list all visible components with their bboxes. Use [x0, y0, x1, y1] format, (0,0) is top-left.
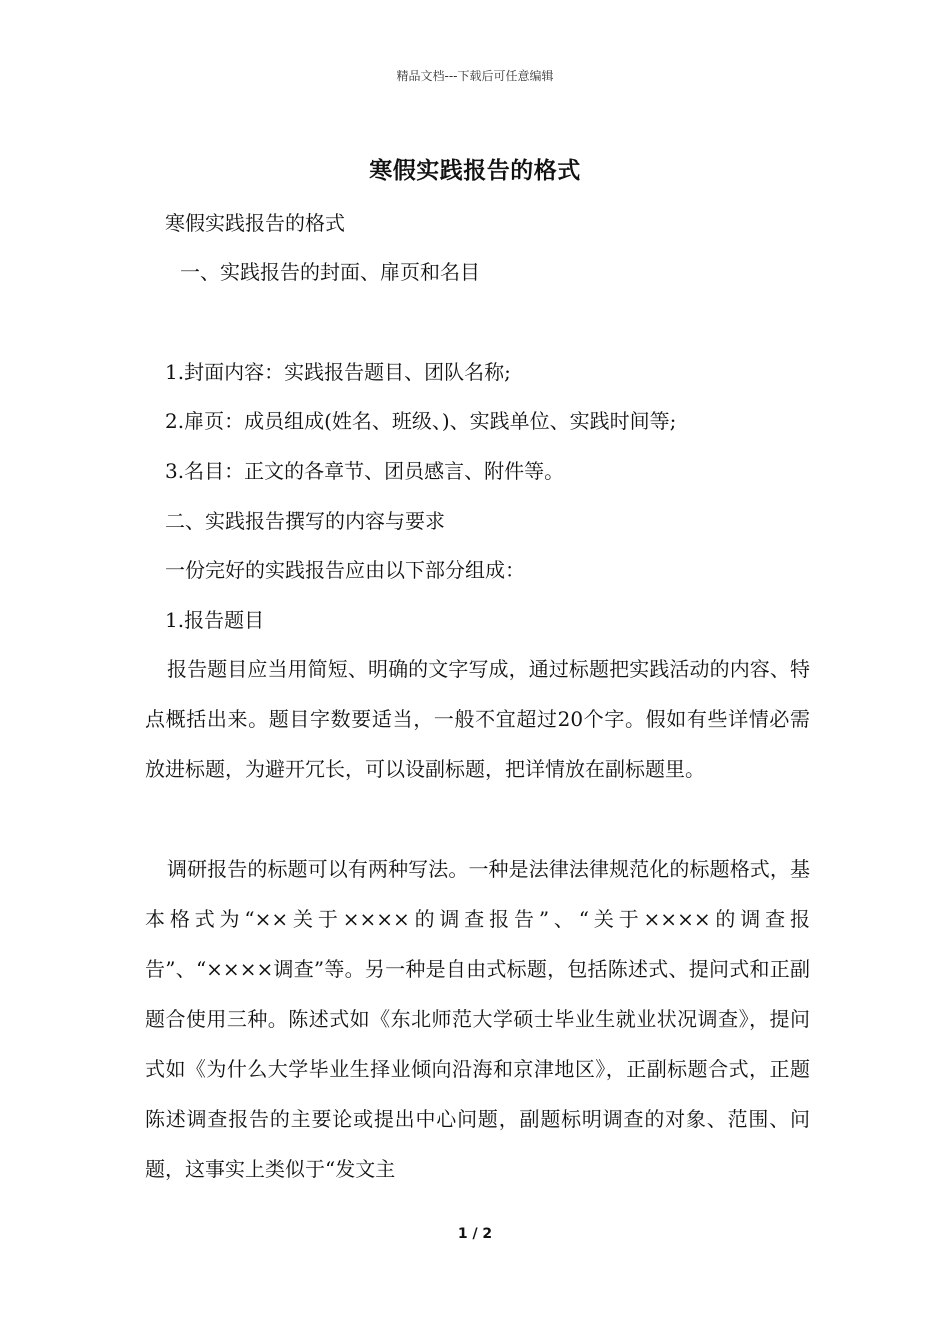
document-title: 寒假实践报告的格式	[369, 157, 581, 184]
section-heading-1: 一、实践报告的封面、扉页和名目	[180, 260, 480, 284]
document-subtitle: 寒假实践报告的格式	[165, 211, 345, 235]
item-report-title: 1.报告题目	[165, 608, 265, 632]
section-heading-2: 二、实践报告撰写的内容与要求	[165, 509, 445, 533]
list-item: 3.名目：正文的各章节、团员感言、附件等。	[165, 459, 565, 483]
list-item: 2.扉页：成员组成(姓名、班级、)、实践单位、实践时间等;	[165, 409, 677, 433]
list-item: 1.封面内容：实践报告题目、团队名称;	[165, 360, 511, 384]
paragraph-title-styles: 调研报告的标题可以有两种写法。一种是法律法律规范化的标题格式，基本格式为“××关于××××的调查报告”、“关于××××的调查报告”、“××××调查”等。另一种是自由式标题，包括陈述式、提问式和正副题合使用三种。陈述式如《东北师范大学硕士毕业生就业状况调查》，提问式如《为什么大学毕业生择业倾向沿海和京津地区》，正副标题合式，正题陈述调查报告的主要论或提出中心问题，副题标明调查的对象、范围、问题，这事实上类似于“发文主	[145, 857, 810, 1181]
header-note: 精品文档---下载后可任意编辑	[396, 69, 554, 83]
intro-text: 一份完好的实践报告应由以下部分组成：	[165, 558, 525, 582]
paragraph-report-title: 报告题目应当用简短、明确的文字写成，通过标题把实践活动的内容、特点概括出来。题目字数要适当，一般不宜超过20个字。假如有些详情必需放进标题，为避开冗长，可以设副标题，把详情放在副标题里。	[145, 657, 810, 781]
page-number: 1 / 2	[457, 1226, 493, 1242]
